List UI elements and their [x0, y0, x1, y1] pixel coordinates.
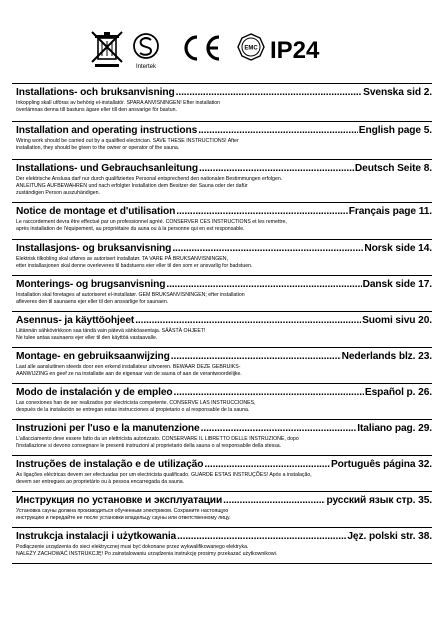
text-line: etter installasjonen skal denne overleveres til badstuens eier eller til den som er ansvarlig for badstuen. — [16, 263, 253, 269]
section-text — [16, 292, 432, 306]
page-reference: Nederlands blz. 23. — [341, 351, 432, 362]
section-title — [16, 351, 432, 363]
text-line: después de la instalación se entregan estas instrucciones al propietario o al responsable de la sauna. — [16, 407, 250, 413]
section-text — [16, 138, 432, 152]
section-name: Installasjons- og bruksanvisning — [16, 243, 172, 254]
text-line: Installation skal foretages af autoriseret el-installatør. GEM BRUKSANVISNINGEN; efter installation — [16, 292, 245, 298]
dot-leader — [198, 125, 358, 137]
section-name: Installation and operating instructions — [16, 125, 198, 136]
divider — [12, 83, 432, 84]
dot-leader — [176, 87, 363, 99]
section-text — [16, 364, 432, 378]
text-line: Elektrisk tilkobling skal utføres av autorisert installatør. TA VARE PÅ BRUKSANVISNINGEN, — [16, 256, 228, 262]
section-text — [16, 328, 432, 342]
dot-leader — [223, 495, 325, 507]
divider — [12, 202, 432, 203]
text-line: L'allacciamento deve essere fatto da un elettricista autorizzato. CONSERVARE IL LIBRETTO DELLE INSTRUZIONE, dopo — [16, 436, 299, 442]
section-name: Montage- en gebruiksaanwijzing — [16, 351, 170, 362]
page-reference: Svenska sid 2. — [363, 87, 432, 98]
dot-leader — [177, 531, 346, 543]
section-text — [16, 472, 432, 486]
divider — [12, 275, 432, 276]
language-section-portuguese — [16, 459, 432, 486]
page-reference: Português página 32. — [330, 459, 432, 470]
section-title — [16, 459, 432, 471]
text-line: l'installazione si devono consegnare le presenti instruzioni al proprietario della sauna o al responsabile della stessa. — [16, 443, 282, 449]
divider — [12, 527, 432, 528]
divider — [12, 419, 432, 420]
page-reference: Français page 11. — [348, 206, 432, 217]
section-name: Installations- och bruksanvisning — [16, 87, 175, 98]
text-line: Las conexiones han de ser realizados por electricista competente. CONSERVE LAS INSTRUCCIONES, — [16, 400, 256, 406]
language-section-french — [16, 206, 432, 233]
section-title — [16, 125, 432, 137]
text-line: Podłączenie urządzenia do sieci elektrycznej musi być dokonane przez wykwalifikowanego elektryka. — [16, 544, 249, 550]
text-line: Ne tulee antaa saunaens ejer eller til den käyttöä vastaavalle. — [16, 335, 158, 341]
section-text — [16, 508, 432, 522]
section-name: Instrukcja instalacji i użytkowania — [16, 531, 177, 542]
divider — [12, 159, 432, 160]
page-reference: русский язык стр. 35. — [326, 495, 432, 506]
divider — [12, 491, 432, 492]
divider — [12, 455, 432, 456]
page-reference: Italiano pag. 29. — [357, 423, 432, 434]
text-line: afleveres den til saunaens ejer eller til den ansvarlige for saunaen. — [16, 299, 169, 305]
language-section-norwegian — [16, 243, 432, 270]
text-line: As ligações eléctricas devem ser efectuadas por um electricista qualificado. GUARDE ESTAS INSTRUÇÕES! Após a instalação, — [16, 472, 312, 478]
section-name: Installations- und Gebrauchsanleitung — [16, 163, 198, 174]
text-line: инструкцию и передайте ее после установки владельцу сауны или ответственному лицу. — [16, 515, 231, 521]
section-name: Notice de montage et d'utilisation — [16, 206, 176, 217]
text-line: ANLEITUNG AUFBEWAHREN und nach erfolgter Installation dem Besitzer der Sauna oder der dafür — [16, 183, 248, 189]
language-section-english — [16, 125, 432, 152]
text-line: installation, they should be given to the owner or operator of the sauna. — [16, 145, 180, 151]
language-section-italian — [16, 423, 432, 450]
dot-leader — [204, 459, 330, 471]
text-line: Der elektrische Anslusa darf nur durch qualifiziertes Personal entsprechend den nationalen Bestimmungen erfolgen. — [16, 176, 283, 182]
section-name: Monterings- og brugsanvisning — [16, 279, 166, 290]
page-reference: Dansk side 17. — [362, 279, 432, 290]
certification-icons-row — [0, 0, 446, 80]
text-line: zuständigen Person auszuhändigen. — [16, 190, 100, 196]
section-title — [16, 423, 432, 435]
ce-mark-icon — [186, 37, 219, 59]
section-name: Asennus- ja käyttöohjeet — [16, 315, 135, 326]
divider — [12, 311, 432, 312]
divider — [12, 347, 432, 348]
dot-leader — [201, 423, 357, 435]
text-line: överlämnas denna till bastuns ägare eller till den ansvarige för bastun. — [16, 107, 177, 113]
page-reference: Deutsch Seite 8. — [354, 163, 432, 174]
section-text — [16, 176, 432, 197]
section-text — [16, 256, 432, 270]
dot-leader — [199, 163, 354, 175]
language-section-spanish — [16, 387, 432, 414]
section-text — [16, 219, 432, 233]
section-title — [16, 87, 432, 99]
section-text — [16, 544, 432, 558]
intertek-certification-icon — [134, 34, 158, 70]
language-section-swedish — [16, 87, 432, 114]
dot-leader — [171, 351, 341, 363]
section-title — [16, 163, 432, 175]
language-section-russian — [16, 495, 432, 522]
language-section-finnish — [16, 315, 432, 342]
section-text — [16, 400, 432, 414]
dot-leader — [176, 206, 348, 218]
section-name: Modo de instalación y de empleo — [16, 387, 173, 398]
dot-leader — [172, 243, 363, 255]
language-section-danish — [16, 279, 432, 306]
page-reference: Jęz. polski str. 38. — [347, 531, 432, 542]
page-reference: Español p. 26. — [364, 387, 432, 398]
text-line: Установка сауны должна производиться обученным электриком. Сохраните настоящую — [16, 508, 229, 514]
dot-leader — [135, 315, 361, 327]
section-name: Instruções de instalação e de utilização — [16, 459, 204, 470]
intertek-label: Intertek — [135, 64, 157, 70]
ip24-rating: IP24 — [270, 37, 320, 64]
text-line: après installation de l'équipement, au propriétaire du auna ou à la personne qui en est responsable. — [16, 226, 245, 232]
divider — [12, 563, 432, 564]
divider — [12, 239, 432, 240]
divider — [12, 121, 432, 122]
text-line: NALEŻY ZACHOWAĆ INSTRUKCJĘ! Po zainstalowaniu urządzenia instrukcję prosimy przekazać użytkownikowi. — [16, 551, 278, 557]
page-reference: Suomi sivu 20. — [362, 315, 432, 326]
section-title — [16, 495, 432, 507]
section-title — [16, 315, 432, 327]
language-section-german — [16, 163, 432, 197]
section-title — [16, 243, 432, 255]
text-line: Wiring work should be carried out by a qualified electrician. SAVE THESE INSTRUCTIONS! After — [16, 138, 239, 144]
language-section-dutch — [16, 351, 432, 378]
section-name: Инструкция по установке и эксплуатации — [16, 495, 223, 506]
section-text — [16, 100, 432, 114]
section-title — [16, 279, 432, 291]
weee-crossed-bin-icon — [92, 32, 122, 67]
dot-leader — [174, 387, 364, 399]
page-reference: Norsk side 14. — [364, 243, 432, 254]
section-title — [16, 387, 432, 399]
text-line: Le raccordement devra être effectué par un professionnel agréé. CONSERVER CES INSTRUCTIONS et les remettre, — [16, 219, 287, 225]
page-reference: English page 5. — [358, 125, 432, 136]
dot-leader — [166, 279, 361, 291]
emc-label: EMC — [244, 45, 258, 52]
divider — [12, 383, 432, 384]
section-text — [16, 436, 432, 450]
section-name: Instruzioni per l'uso e la manutenzione — [16, 423, 200, 434]
text-line: devem ser entregues ao proprietário ou à pessoa encarregada da sauna. — [16, 479, 185, 485]
emc-mark-icon — [238, 34, 264, 60]
text-line: AANWIJZING en geef ze na installatie aan de eigenaar van de sauna of aan de verantwoordelijke. — [16, 371, 242, 377]
text-line: Inkoppling skall utföras av behörig el-installatör. SPARA ANVISNINGEN! Efter installation — [16, 100, 221, 106]
text-line: Liitännän sähkövirkkoon saa tändä vain pätevä sähköasentaja. SÄÄSTÄ OHJEET! — [16, 328, 206, 334]
language-section-polish — [16, 531, 432, 558]
text-line: Laat alle aansluitinen steeds door een erkend installateur uitvoeren. BEWAAR DEZE GEBRUIKS- — [16, 364, 241, 370]
section-title — [16, 206, 432, 218]
section-title — [16, 531, 432, 543]
